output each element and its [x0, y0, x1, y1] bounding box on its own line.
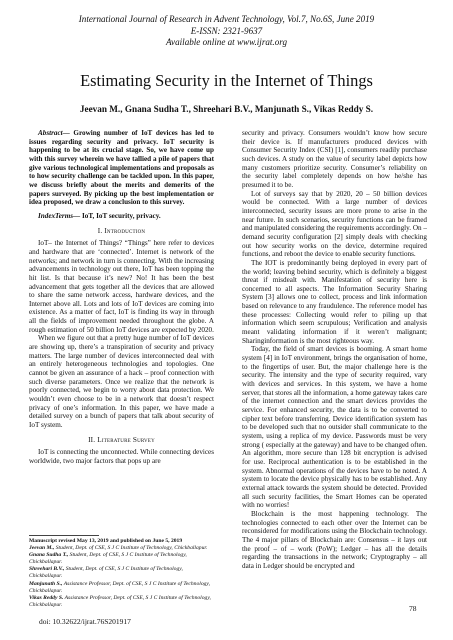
- author-affiliation: Gnana Sudha T., Student, Dept. of CSE, S J C Institute of Technology, Chickballapur.: [29, 552, 187, 566]
- body-paragraph: The IOT is predominantly being deployed in every part of the world; leaving behind security, which is definitely a biggest threat if misdealt with. Manifestation of security here is concerned to all aspects. The Information Security Sharing System [3] allows one to collect, process and link information based on relevance to any fraudulence. The reference model has these processes: Collecting would refer to piling up that information which seem scrupulous; Verification and analysis meant validating information if it weren’t malignant; Sharinginformation is the most righteous way.: [242, 258, 427, 345]
- journal-availability: Available online at www.ijrat.org: [166, 37, 287, 48]
- body-paragraph: Today, the field of smart devices is booming. A smart home system [4] in IoT environment, brings the organisation of home, to the fingertips of user. But, the major challenge here is the security. The intensity and the type of security required, vary with devices and services. In this system, we have a home server, that stores all the information, a home gateway takes care of the internet connection and the smart devices provides the service. For enhanced security, the data is to be converted to cipher text before transferring. Device identification system has to be developed such that no outsider shall communicate to the system, using a replica of my device. Passwords must be very strong ( especially at the gateway) and have to be changed often. An algorithm, more secure than 128 bit encryption is advised for use. Reciprocal authentication is to be established in the system. Abnormal operations of the devices have to be noted. A system to locate the device physically has to be established. Any external attack towards the system should be detected. Provided all such security facilities, the Smart Homes can be operated with no worries!: [242, 345, 427, 510]
- abstract-text: Growing number of IoT devices has led to issues regarding security and privacy. IoT security is happening to be at its crucial stage. So, we have come up with this survey wherein we have tallied a pile of papers that give various technological implementations and proposals as to how security challenge can be tackled upon. In this paper, we discuss briefly about the merits and demerits of the papers surveyed. By picking up the best implementation or idea proposed, we draw a conclusion to this survey.: [29, 129, 214, 207]
- paper-authors: Jeevan M., Gnana Sudha T., Shreehari B.V., Manjunath S., Vikas Reddy S.: [79, 104, 374, 114]
- abstract: [29, 129, 214, 207]
- manuscript-note: Manuscript revised May 13, 2019 and published on June 5, 2019: [29, 538, 183, 544]
- author-affiliation: Manjunath S., Assistance Professor, Dept. of CSE, S J C Institute of Technology, Chickballapur.: [29, 580, 210, 594]
- author-affiliation: Shreehari B.V., Student, Dept. of CSE, S J C Institute of Technology, Chickballapur.: [29, 566, 183, 580]
- footnote-rule: [29, 535, 99, 536]
- journal-issn: E-ISSN: 2321-9637: [190, 25, 263, 36]
- journal-header: [0, 14, 453, 49]
- body-paragraph: security and privacy. Consumers wouldn’t know how secure their device is. If manufacturers produced devices with Consumer Security Index (CSI) [1], consumers readily purchase such devices. A study on the value of security label depicts how many customers prioritize security. Consumer’s reliability on the security label completely depends on how he/she has presumed it to be.: [242, 129, 427, 189]
- index-terms-label: IndexTerms—: [38, 211, 81, 220]
- section-heading-literature-survey: [29, 436, 214, 445]
- section-heading-introduction: [29, 227, 214, 236]
- index-terms: [29, 212, 214, 221]
- page-number: 78: [409, 604, 417, 613]
- body-paragraph: Blockchain is the most happening technology. The technologies connected to each other over the Internet can be reconsidered for modifications using the Blockchain technology. The 4 major pillars of Blockchain are: Consensus – it lays out the proof – of – work (PoW); Ledger – has all the details regarding the transactions in the network; Cryptography – all data in Ledger should be encrypted and: [242, 509, 427, 570]
- section-number: I.: [97, 226, 105, 235]
- author-affiliation: Jeevan M., Student, Dept. of CSE, S J C Institute of Technology, Chickballapur.: [29, 545, 208, 552]
- index-terms-text: IoT, IoT security, privacy.: [80, 211, 161, 220]
- section-number: II.: [88, 435, 98, 444]
- abstract-label: Abstract—: [38, 129, 70, 137]
- body-paragraph: Lot of surveys say that by 2020, 20 – 50 billion devices would be connected. With a large number of devices interconnected, security issues are more prone to arise in the near future. In such scenarios, security functions can be framed and manipulated considering the requirements accordingly. On – demand security configuration [2] simply deals with checking out how security works on the device, determine required functions, and reboot the device to enable security functions.: [242, 189, 427, 259]
- left-column: [29, 129, 214, 466]
- literature-paragraph: IoT is connecting the unconnected. While connecting devices worldwide, two major factors that pops up are: [29, 448, 214, 465]
- doi: doi: 10.32622/ijrat.76S201917: [39, 617, 131, 626]
- section-title: Literature Survey: [97, 435, 155, 444]
- intro-paragraph: IoT– the Internet of Things? “Things” here refer to devices and hardware that are ‘connected’. Internet is network of the networks; and network in turn is connecting. With the increasing advancements in technology out there, IoT has been topping the hit list. Is that because it’s new? No! It has been the best advancement that gets together all the devices that are allowed to share the same network access, hardware devices, and the Internet above all. Lots and lots of IoT devices are coming into existence. As a matter of fact, IoT is finding its way in through all the fields of improvement needed throughout the globe. A rough estimation of 50 billion IoT devices are expected by 2020.: [29, 239, 214, 334]
- author-affiliation: Vikas Reddy S. Assistance Professor, Dept. of CSE, S J C Institute of Technology, Chickballapur.: [29, 594, 211, 608]
- right-column: [242, 129, 427, 570]
- intro-paragraph: When we figure out that a pretty huge number of IoT devices are showing up, there’s a transpiration of security and privacy matters. The large number of devices interconnected deal with an entirely heterogeneous technologies and topologies. One cannot be given an assurance of a hack – proof connection with such diverse parameters. Once we realize that the network is poorly connected, we begin to worry about data protection. We wouldn’t even choose to be in a network that doesn’t respect privacy of one’s information. In this paper, we have made a detailed survey on a bunch of papers that talk about security of IoT system.: [29, 334, 214, 429]
- paper-title: Estimating Security in the Internet of Things: [80, 71, 373, 90]
- section-title: Introduction: [104, 226, 146, 235]
- journal-name: International Journal of Research in Advent Technology, Vol.7, No.6S, June 2019: [78, 14, 375, 24]
- footnote: [29, 535, 214, 609]
